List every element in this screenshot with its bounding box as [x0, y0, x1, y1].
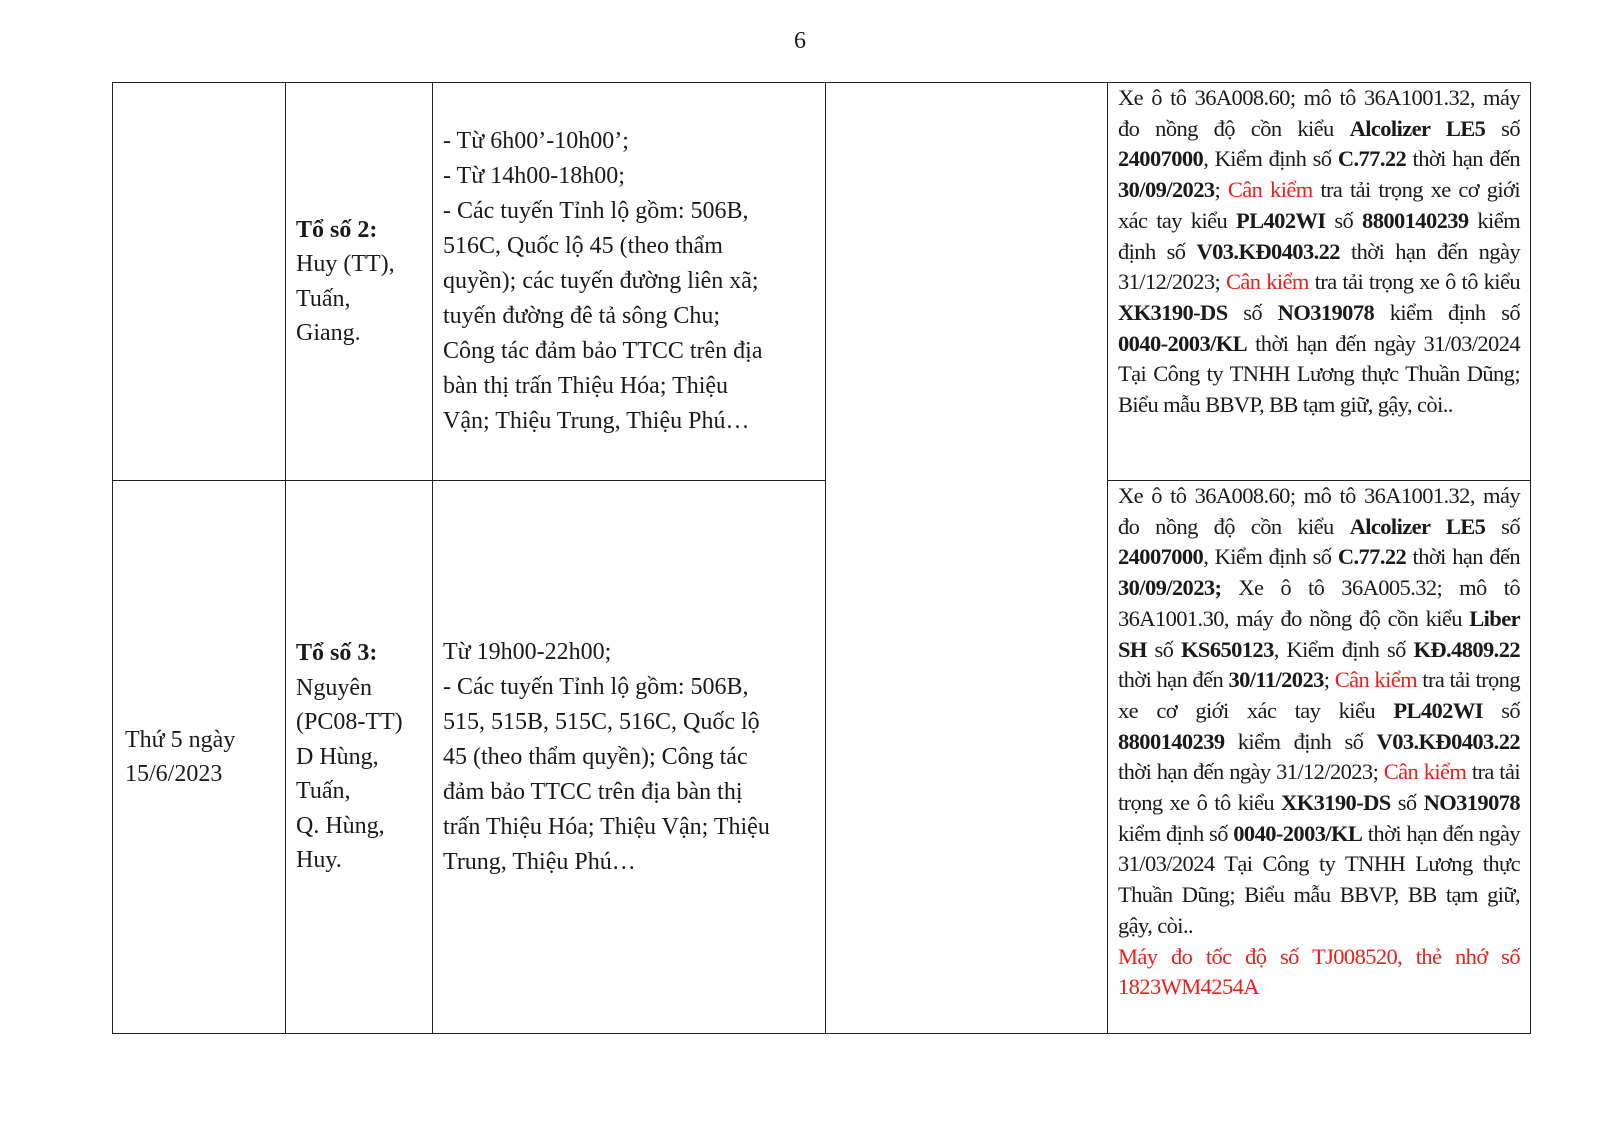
- equipment-text-run: Xe ô tô 36A008.60; mô tô 36A1001.32, máy đo nồng độ cồn kiểu: [1118, 85, 1520, 141]
- team-member: D Hùng,: [296, 743, 379, 770]
- equipment-text-run: , Kiểm định số: [1203, 146, 1338, 172]
- plan-line: 516C, Quốc lộ 45 (theo thẩm: [443, 233, 723, 259]
- equipment-bold-run: 30/09/2023;: [1118, 575, 1222, 601]
- equipment-text-run: ;: [1214, 177, 1228, 203]
- equipment-bold-run: 30/11/2023: [1228, 667, 1324, 693]
- plan-cell: [433, 83, 826, 481]
- equipment-bold-run: V03.KĐ0403.22: [1196, 238, 1340, 264]
- equipment-bold-run: 30/09/2023: [1118, 177, 1215, 203]
- equipment-text: [1118, 481, 1520, 942]
- equipment-text-run: thời hạn đến: [1406, 146, 1520, 172]
- equipment-bold-run: V03.KĐ0403.22: [1376, 728, 1520, 754]
- table-row: [113, 481, 1531, 1034]
- equipment-bold-run: C.77.22: [1337, 146, 1407, 172]
- equipment-text-run: thời hạn đến ngày 31/03/2024 Tại Công ty TNHH Lương thực Thuần Dũng; Biểu mẫu BBVP, BB tạm giữ, gậy, còi..: [1118, 820, 1521, 938]
- plan-line: đảm bảo TTCC trên địa bàn thị: [443, 778, 743, 805]
- team-member: Nguyên: [296, 674, 372, 701]
- empty-merged-cell: [826, 83, 1108, 1034]
- plan-line: tuyến đường đê tả sông Chu;: [443, 303, 721, 329]
- plan-line: Từ 19h00-22h00;: [443, 638, 612, 665]
- equipment-red-run: Cân kiểm: [1383, 759, 1467, 785]
- equipment-text-run: thời hạn đến: [1406, 544, 1520, 570]
- equipment-text-run: kiểm định số: [1374, 299, 1520, 325]
- equipment-text-run: số: [1390, 790, 1424, 816]
- equipment-text-run: số: [1227, 299, 1278, 325]
- date-line: Thứ 5 ngày: [125, 726, 236, 753]
- equipment-text-run: kiểm định số: [1224, 728, 1377, 754]
- equipment-bold-run: 8800140239: [1118, 728, 1225, 754]
- equipment-text-run: tra tải trọng xe cơ giới xác tay kiểu: [1118, 177, 1520, 233]
- equipment-bold-run: C.77.22: [1337, 544, 1407, 570]
- equipment-bold-run: KĐ.4809.22: [1413, 636, 1521, 662]
- team-member: Giang.: [296, 320, 361, 346]
- equipment-text-run: số: [1485, 115, 1520, 141]
- equipment-text-run: thời hạn đến ngày 31/12/2023;: [1118, 238, 1520, 295]
- equipment-text-run: , Kiểm định số: [1273, 636, 1414, 662]
- team-member: Huy (TT),: [296, 251, 395, 277]
- equipment-text-run: kiểm định số: [1118, 207, 1520, 264]
- plan-line: - Từ 14h00-18h00;: [443, 163, 625, 189]
- plan-line: Vận; Thiệu Trung, Thiệu Phú…: [443, 408, 750, 434]
- equipment-bold-run: XK3190-DS: [1118, 299, 1228, 325]
- date-line: 15/6/2023: [125, 761, 223, 787]
- equipment-bold-run: NO319078: [1277, 299, 1375, 325]
- equipment-text-run: thời hạn đến ngày 31/12/2023;: [1118, 759, 1384, 785]
- equipment-text-run: ;: [1323, 667, 1335, 693]
- equipment-text-run: số: [1485, 513, 1520, 539]
- plan-line: trấn Thiệu Hóa; Thiệu Vận; Thiệu: [443, 813, 770, 840]
- equipment-bold-run: 24007000: [1118, 146, 1204, 172]
- equipment-text-run: Xe ô tô 36A005.32; mô tô 36A1001.30, máy đo nồng độ cồn kiểu: [1118, 575, 1520, 631]
- plan-line: - Các tuyến Tỉnh lộ gồm: 506B,: [443, 673, 749, 700]
- equipment-bold-run: 8800140239: [1362, 207, 1469, 233]
- plan-line: quyền); các tuyến đường liên xã;: [443, 268, 759, 294]
- plan-line: Công tác đảm bảo TTCC trên địa: [443, 338, 763, 364]
- plan-line: 515, 515B, 515C, 516C, Quốc lộ: [443, 708, 760, 735]
- plan-line: Trung, Thiệu Phú…: [443, 848, 636, 875]
- equipment-bold-run: 24007000: [1118, 544, 1204, 570]
- equipment-text-run: số: [1325, 207, 1363, 233]
- equipment-text-run: số: [1146, 636, 1182, 662]
- equipment-text-run: số: [1482, 697, 1520, 723]
- equipment-text-run: tra tải trọng xe ô tô kiểu: [1308, 269, 1520, 295]
- equipment-bold-run: Alcolizer LE5: [1349, 513, 1486, 539]
- equipment-text-run: kiểm định số: [1118, 820, 1234, 846]
- equipment-red-run: Cân kiểm: [1334, 667, 1418, 693]
- equipment-text-run: Xe ô tô 36A008.60; mô tô 36A1001.32, máy đo nồng độ cồn kiểu: [1118, 483, 1520, 539]
- equipment-cell: [1108, 481, 1531, 1034]
- equipment-red-run: Cân kiểm: [1227, 177, 1313, 203]
- equipment-text-run: thời hạn đến ngày 31/03/2024 Tại Công ty TNHH Lương thực Thuần Dũng; Biểu mẫu BBVP, BB tạm giữ, gậy, còi..: [1118, 330, 1520, 418]
- date-cell: [113, 83, 286, 481]
- equipment-cell: [1108, 83, 1531, 481]
- team-title: Tổ số 3:: [296, 640, 378, 667]
- equipment-bold-run: XK3190-DS: [1281, 790, 1391, 816]
- team-cell: [286, 481, 433, 1034]
- page-number: 6: [794, 28, 806, 54]
- date-cell: [113, 481, 286, 1034]
- plan-line: - Các tuyến Tỉnh lộ gồm: 506B,: [443, 198, 749, 224]
- plan-line: bàn thị trấn Thiệu Hóa; Thiệu: [443, 373, 729, 399]
- team-member: Tuấn,: [296, 285, 351, 312]
- equipment-text: [1118, 83, 1520, 421]
- team-title: Tổ số 2:: [296, 216, 378, 243]
- equipment-bold-run: PL402WI: [1393, 697, 1483, 723]
- team-member: Tuấn,: [296, 778, 351, 805]
- team-member: (PC08-TT): [296, 709, 403, 736]
- plan-cell: [433, 481, 826, 1034]
- team-member: Q. Hùng,: [296, 812, 385, 839]
- equipment-bold-run: 0040-2003/KL: [1233, 820, 1363, 846]
- equipment-text-run: tra tải trọng xe cơ giới xác tay kiểu: [1118, 667, 1520, 723]
- team-cell: [286, 83, 433, 481]
- equipment-bold-run: KS650123: [1181, 636, 1274, 662]
- equipment-text-run: tra tải trọng xe ô tô kiểu: [1118, 759, 1520, 816]
- plan-line: - Từ 6h00’-10h00’;: [443, 128, 629, 154]
- schedule-table: [112, 82, 1531, 1034]
- equipment-red-run: Cân kiểm: [1225, 269, 1309, 295]
- plan-line: 45 (theo thẩm quyền); Công tác: [443, 743, 748, 770]
- table-row: [113, 83, 1531, 481]
- equipment-bold-run: Alcolizer LE5: [1349, 115, 1486, 141]
- equipment-bold-run: Liber SH: [1118, 605, 1520, 662]
- equipment-note: Máy đo tốc độ số TJ008520, thẻ nhớ số 1823WM4254A: [1118, 943, 1520, 1000]
- equipment-bold-run: 0040-2003/KL: [1118, 330, 1248, 356]
- equipment-bold-run: NO319078: [1423, 790, 1521, 816]
- team-member: Huy.: [296, 847, 342, 874]
- equipment-bold-run: PL402WI: [1235, 207, 1326, 233]
- equipment-text-run: , Kiểm định số: [1203, 544, 1338, 570]
- equipment-text-run: thời hạn đến: [1118, 667, 1229, 693]
